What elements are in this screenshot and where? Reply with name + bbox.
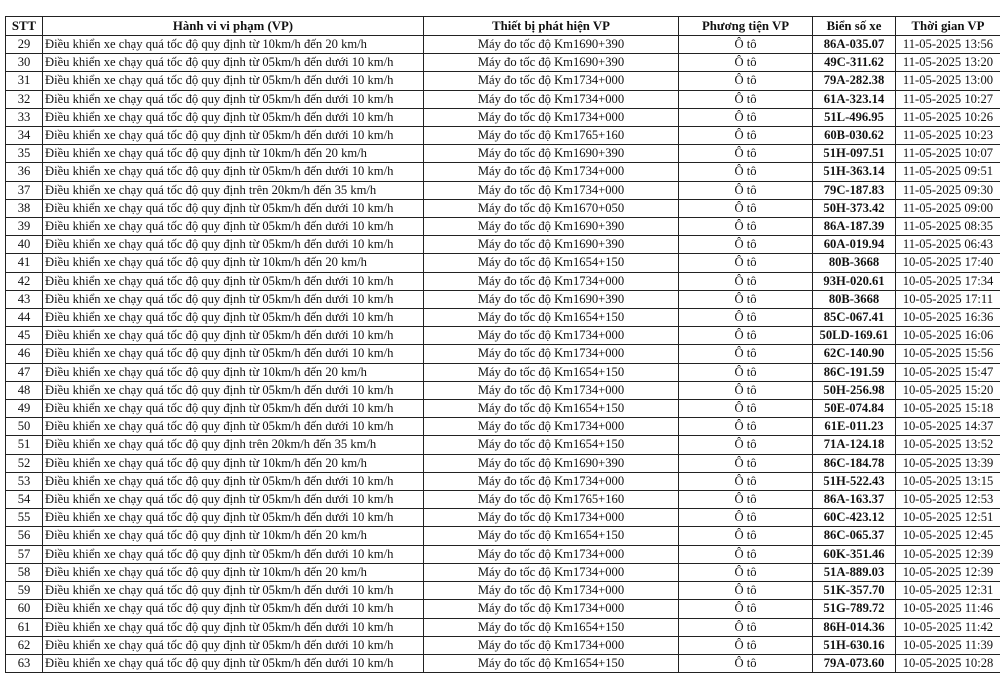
cell-plate: 71A-124.18 — [813, 436, 896, 454]
cell-device: Máy đo tốc độ Km1670+050 — [424, 199, 679, 217]
cell-plate: 85C-067.41 — [813, 309, 896, 327]
cell-device: Máy đo tốc độ Km1734+000 — [424, 472, 679, 490]
cell-plate: 61E-011.23 — [813, 418, 896, 436]
cell-vehicle: Ô tô — [679, 454, 813, 472]
table-row — [6, 436, 1000, 454]
cell-stt: 51 — [6, 436, 43, 454]
cell-time: 10-05-2025 15:56 — [896, 345, 1000, 363]
cell-device: Máy đo tốc độ Km1690+390 — [424, 54, 679, 72]
cell-vehicle: Ô tô — [679, 145, 813, 163]
table-row — [6, 345, 1000, 363]
cell-device: Máy đo tốc độ Km1654+150 — [424, 309, 679, 327]
cell-device: Máy đo tốc độ Km1734+000 — [424, 636, 679, 654]
cell-plate: 93H-020.61 — [813, 272, 896, 290]
cell-device: Máy đo tốc độ Km1690+390 — [424, 218, 679, 236]
cell-stt: 31 — [6, 72, 43, 90]
cell-vehicle: Ô tô — [679, 618, 813, 636]
table-row — [6, 254, 1000, 272]
cell-time: 10-05-2025 15:47 — [896, 363, 1000, 381]
cell-device: Máy đo tốc độ Km1734+000 — [424, 600, 679, 618]
cell-stt: 33 — [6, 108, 43, 126]
cell-device: Máy đo tốc độ Km1765+160 — [424, 127, 679, 145]
cell-stt: 42 — [6, 272, 43, 290]
table-row — [6, 636, 1000, 654]
table-row — [6, 90, 1000, 108]
cell-vehicle: Ô tô — [679, 545, 813, 563]
cell-vehicle: Ô tô — [679, 254, 813, 272]
cell-stt: 35 — [6, 145, 43, 163]
violations-table-container — [5, 16, 1000, 673]
cell-device: Máy đo tốc độ Km1734+000 — [424, 582, 679, 600]
cell-time: 10-05-2025 16:36 — [896, 309, 1000, 327]
cell-stt: 36 — [6, 163, 43, 181]
table-row — [6, 199, 1000, 217]
cell-device: Máy đo tốc độ Km1734+000 — [424, 563, 679, 581]
table-row — [6, 491, 1000, 509]
cell-behavior: Điều khiển xe chạy quá tốc độ quy định từ 05km/h đến dưới 10 km/h — [43, 54, 424, 72]
cell-time: 10-05-2025 15:18 — [896, 400, 1000, 418]
table-row — [6, 454, 1000, 472]
table-row — [6, 400, 1000, 418]
table-row — [6, 145, 1000, 163]
cell-stt: 38 — [6, 199, 43, 217]
cell-plate: 79A-282.38 — [813, 72, 896, 90]
cell-vehicle: Ô tô — [679, 309, 813, 327]
cell-time: 11-05-2025 09:51 — [896, 163, 1000, 181]
table-row — [6, 309, 1000, 327]
cell-device: Máy đo tốc độ Km1734+000 — [424, 545, 679, 563]
cell-plate: 60K-351.46 — [813, 545, 896, 563]
cell-stt: 55 — [6, 509, 43, 527]
cell-device: Máy đo tốc độ Km1654+150 — [424, 527, 679, 545]
cell-vehicle: Ô tô — [679, 127, 813, 145]
cell-time: 11-05-2025 09:30 — [896, 181, 1000, 199]
table-row — [6, 236, 1000, 254]
cell-device: Máy đo tốc độ Km1690+390 — [424, 454, 679, 472]
cell-vehicle: Ô tô — [679, 199, 813, 217]
table-row — [6, 36, 1000, 54]
header-stt: STT — [6, 17, 43, 36]
cell-stt: 29 — [6, 36, 43, 54]
cell-behavior: Điều khiển xe chạy quá tốc độ quy định từ 05km/h đến dưới 10 km/h — [43, 491, 424, 509]
cell-vehicle: Ô tô — [679, 509, 813, 527]
cell-stt: 62 — [6, 636, 43, 654]
cell-device: Máy đo tốc độ Km1734+000 — [424, 509, 679, 527]
cell-time: 11-05-2025 08:35 — [896, 218, 1000, 236]
cell-plate: 51L-496.95 — [813, 108, 896, 126]
cell-stt: 47 — [6, 363, 43, 381]
cell-vehicle: Ô tô — [679, 491, 813, 509]
cell-behavior: Điều khiển xe chạy quá tốc độ quy định từ 10km/h đến 20 km/h — [43, 363, 424, 381]
cell-plate: 86C-184.78 — [813, 454, 896, 472]
table-row — [6, 381, 1000, 399]
violations-table — [5, 16, 1000, 673]
cell-plate: 50E-074.84 — [813, 400, 896, 418]
cell-plate: 79A-073.60 — [813, 654, 896, 672]
table-row — [6, 181, 1000, 199]
cell-time: 11-05-2025 10:27 — [896, 90, 1000, 108]
cell-stt: 39 — [6, 218, 43, 236]
cell-behavior: Điều khiển xe chạy quá tốc độ quy định từ 05km/h đến dưới 10 km/h — [43, 199, 424, 217]
cell-vehicle: Ô tô — [679, 181, 813, 199]
table-row — [6, 654, 1000, 672]
table-row — [6, 527, 1000, 545]
cell-stt: 61 — [6, 618, 43, 636]
cell-vehicle: Ô tô — [679, 54, 813, 72]
cell-time: 10-05-2025 12:39 — [896, 545, 1000, 563]
cell-behavior: Điều khiển xe chạy quá tốc độ quy định từ 05km/h đến dưới 10 km/h — [43, 108, 424, 126]
cell-behavior: Điều khiển xe chạy quá tốc độ quy định từ 05km/h đến dưới 10 km/h — [43, 218, 424, 236]
cell-time: 10-05-2025 11:46 — [896, 600, 1000, 618]
cell-behavior: Điều khiển xe chạy quá tốc độ quy định từ 05km/h đến dưới 10 km/h — [43, 272, 424, 290]
cell-device: Máy đo tốc độ Km1654+150 — [424, 254, 679, 272]
cell-behavior: Điều khiển xe chạy quá tốc độ quy định từ 05km/h đến dưới 10 km/h — [43, 636, 424, 654]
cell-plate: 51H-363.14 — [813, 163, 896, 181]
cell-plate: 51G-789.72 — [813, 600, 896, 618]
cell-behavior: Điều khiển xe chạy quá tốc độ quy định từ 05km/h đến dưới 10 km/h — [43, 418, 424, 436]
cell-behavior: Điều khiển xe chạy quá tốc độ quy định từ 05km/h đến dưới 10 km/h — [43, 472, 424, 490]
cell-behavior: Điều khiển xe chạy quá tốc độ quy định từ 05km/h đến dưới 10 km/h — [43, 600, 424, 618]
cell-device: Máy đo tốc độ Km1690+390 — [424, 36, 679, 54]
cell-vehicle: Ô tô — [679, 563, 813, 581]
cell-vehicle: Ô tô — [679, 327, 813, 345]
cell-stt: 58 — [6, 563, 43, 581]
cell-plate: 60C-423.12 — [813, 509, 896, 527]
cell-time: 10-05-2025 16:06 — [896, 327, 1000, 345]
cell-device: Máy đo tốc độ Km1690+390 — [424, 145, 679, 163]
cell-vehicle: Ô tô — [679, 418, 813, 436]
cell-stt: 63 — [6, 654, 43, 672]
cell-stt: 41 — [6, 254, 43, 272]
table-row — [6, 600, 1000, 618]
header-device: Thiết bị phát hiện VP — [424, 17, 679, 36]
cell-plate: 86C-065.37 — [813, 527, 896, 545]
cell-vehicle: Ô tô — [679, 472, 813, 490]
cell-time: 10-05-2025 13:52 — [896, 436, 1000, 454]
table-row — [6, 272, 1000, 290]
cell-time: 10-05-2025 10:28 — [896, 654, 1000, 672]
cell-behavior: Điều khiển xe chạy quá tốc độ quy định từ 05km/h đến dưới 10 km/h — [43, 345, 424, 363]
cell-time: 10-05-2025 13:15 — [896, 472, 1000, 490]
table-row — [6, 163, 1000, 181]
cell-vehicle: Ô tô — [679, 345, 813, 363]
cell-plate: 62C-140.90 — [813, 345, 896, 363]
cell-behavior: Điều khiển xe chạy quá tốc độ quy định từ 05km/h đến dưới 10 km/h — [43, 90, 424, 108]
cell-stt: 54 — [6, 491, 43, 509]
cell-plate: 79C-187.83 — [813, 181, 896, 199]
cell-behavior: Điều khiển xe chạy quá tốc độ quy định từ 05km/h đến dưới 10 km/h — [43, 618, 424, 636]
cell-plate: 80B-3668 — [813, 290, 896, 308]
cell-vehicle: Ô tô — [679, 163, 813, 181]
cell-stt: 59 — [6, 582, 43, 600]
cell-plate: 61A-323.14 — [813, 90, 896, 108]
cell-behavior: Điều khiển xe chạy quá tốc độ quy định từ 10km/h đến 20 km/h — [43, 563, 424, 581]
cell-stt: 53 — [6, 472, 43, 490]
cell-time: 11-05-2025 10:26 — [896, 108, 1000, 126]
cell-behavior: Điều khiển xe chạy quá tốc độ quy định từ 05km/h đến dưới 10 km/h — [43, 400, 424, 418]
cell-vehicle: Ô tô — [679, 108, 813, 126]
table-row — [6, 327, 1000, 345]
cell-time: 10-05-2025 12:51 — [896, 509, 1000, 527]
cell-device: Máy đo tốc độ Km1654+150 — [424, 436, 679, 454]
cell-plate: 60A-019.94 — [813, 236, 896, 254]
cell-plate: 49C-311.62 — [813, 54, 896, 72]
cell-plate: 50LD-169.61 — [813, 327, 896, 345]
cell-time: 10-05-2025 12:39 — [896, 563, 1000, 581]
table-row — [6, 363, 1000, 381]
table-row — [6, 618, 1000, 636]
cell-device: Máy đo tốc độ Km1734+000 — [424, 181, 679, 199]
cell-behavior: Điều khiển xe chạy quá tốc độ quy định từ 05km/h đến dưới 10 km/h — [43, 309, 424, 327]
cell-stt: 45 — [6, 327, 43, 345]
cell-vehicle: Ô tô — [679, 400, 813, 418]
table-row — [6, 509, 1000, 527]
cell-plate: 50H-373.42 — [813, 199, 896, 217]
cell-stt: 37 — [6, 181, 43, 199]
cell-device: Máy đo tốc độ Km1734+000 — [424, 108, 679, 126]
cell-behavior: Điều khiển xe chạy quá tốc độ quy định từ 10km/h đến 20 km/h — [43, 145, 424, 163]
cell-stt: 34 — [6, 127, 43, 145]
cell-behavior: Điều khiển xe chạy quá tốc độ quy định từ 05km/h đến dưới 10 km/h — [43, 290, 424, 308]
cell-behavior: Điều khiển xe chạy quá tốc độ quy định từ 05km/h đến dưới 10 km/h — [43, 654, 424, 672]
cell-device: Máy đo tốc độ Km1734+000 — [424, 345, 679, 363]
cell-device: Máy đo tốc độ Km1734+000 — [424, 90, 679, 108]
cell-behavior: Điều khiển xe chạy quá tốc độ quy định từ 05km/h đến dưới 10 km/h — [43, 381, 424, 399]
cell-device: Máy đo tốc độ Km1734+000 — [424, 327, 679, 345]
cell-behavior: Điều khiển xe chạy quá tốc độ quy định trên 20km/h đến 35 km/h — [43, 436, 424, 454]
cell-behavior: Điều khiển xe chạy quá tốc độ quy định từ 05km/h đến dưới 10 km/h — [43, 236, 424, 254]
cell-time: 11-05-2025 13:56 — [896, 36, 1000, 54]
cell-vehicle: Ô tô — [679, 90, 813, 108]
cell-behavior: Điều khiển xe chạy quá tốc độ quy định trên 20km/h đến 35 km/h — [43, 181, 424, 199]
cell-stt: 57 — [6, 545, 43, 563]
cell-behavior: Điều khiển xe chạy quá tốc độ quy định từ 10km/h đến 20 km/h — [43, 254, 424, 272]
table-row — [6, 582, 1000, 600]
cell-plate: 86C-191.59 — [813, 363, 896, 381]
cell-time: 10-05-2025 13:39 — [896, 454, 1000, 472]
cell-behavior: Điều khiển xe chạy quá tốc độ quy định từ 10km/h đến 20 km/h — [43, 527, 424, 545]
cell-vehicle: Ô tô — [679, 527, 813, 545]
cell-vehicle: Ô tô — [679, 218, 813, 236]
cell-vehicle: Ô tô — [679, 636, 813, 654]
cell-device: Máy đo tốc độ Km1734+000 — [424, 381, 679, 399]
cell-device: Máy đo tốc độ Km1690+390 — [424, 236, 679, 254]
cell-stt: 56 — [6, 527, 43, 545]
cell-time: 11-05-2025 06:43 — [896, 236, 1000, 254]
cell-stt: 48 — [6, 381, 43, 399]
cell-time: 10-05-2025 17:11 — [896, 290, 1000, 308]
cell-vehicle: Ô tô — [679, 272, 813, 290]
cell-time: 10-05-2025 12:45 — [896, 527, 1000, 545]
table-row — [6, 563, 1000, 581]
cell-plate: 50H-256.98 — [813, 381, 896, 399]
cell-time: 11-05-2025 13:20 — [896, 54, 1000, 72]
cell-stt: 43 — [6, 290, 43, 308]
cell-device: Máy đo tốc độ Km1765+160 — [424, 491, 679, 509]
cell-stt: 32 — [6, 90, 43, 108]
cell-time: 11-05-2025 09:00 — [896, 199, 1000, 217]
header-behavior: Hành vi vi phạm (VP) — [43, 17, 424, 36]
cell-plate: 80B-3668 — [813, 254, 896, 272]
table-header-row — [6, 17, 1000, 36]
cell-vehicle: Ô tô — [679, 363, 813, 381]
cell-device: Máy đo tốc độ Km1654+150 — [424, 363, 679, 381]
cell-stt: 49 — [6, 400, 43, 418]
table-row — [6, 127, 1000, 145]
table-body — [6, 36, 1000, 673]
table-row — [6, 418, 1000, 436]
cell-behavior: Điều khiển xe chạy quá tốc độ quy định từ 05km/h đến dưới 10 km/h — [43, 72, 424, 90]
cell-time: 10-05-2025 11:39 — [896, 636, 1000, 654]
cell-plate: 86A-035.07 — [813, 36, 896, 54]
cell-stt: 52 — [6, 454, 43, 472]
cell-plate: 51K-357.70 — [813, 582, 896, 600]
cell-stt: 50 — [6, 418, 43, 436]
cell-stt: 30 — [6, 54, 43, 72]
cell-behavior: Điều khiển xe chạy quá tốc độ quy định từ 05km/h đến dưới 10 km/h — [43, 545, 424, 563]
table-row — [6, 472, 1000, 490]
cell-time: 10-05-2025 11:42 — [896, 618, 1000, 636]
cell-plate: 60B-030.62 — [813, 127, 896, 145]
cell-device: Máy đo tốc độ Km1654+150 — [424, 400, 679, 418]
cell-vehicle: Ô tô — [679, 654, 813, 672]
cell-device: Máy đo tốc độ Km1690+390 — [424, 290, 679, 308]
cell-plate: 86A-163.37 — [813, 491, 896, 509]
cell-device: Máy đo tốc độ Km1734+000 — [424, 272, 679, 290]
cell-stt: 44 — [6, 309, 43, 327]
cell-vehicle: Ô tô — [679, 381, 813, 399]
cell-plate: 51H-630.16 — [813, 636, 896, 654]
cell-stt: 60 — [6, 600, 43, 618]
table-row — [6, 54, 1000, 72]
cell-vehicle: Ô tô — [679, 36, 813, 54]
cell-vehicle: Ô tô — [679, 582, 813, 600]
table-row — [6, 218, 1000, 236]
header-plate: Biển số xe — [813, 17, 896, 36]
cell-time: 10-05-2025 17:34 — [896, 272, 1000, 290]
cell-device: Máy đo tốc độ Km1654+150 — [424, 654, 679, 672]
cell-time: 10-05-2025 15:20 — [896, 381, 1000, 399]
cell-plate: 86A-187.39 — [813, 218, 896, 236]
cell-behavior: Điều khiển xe chạy quá tốc độ quy định từ 05km/h đến dưới 10 km/h — [43, 163, 424, 181]
cell-device: Máy đo tốc độ Km1654+150 — [424, 618, 679, 636]
cell-vehicle: Ô tô — [679, 290, 813, 308]
cell-behavior: Điều khiển xe chạy quá tốc độ quy định từ 05km/h đến dưới 10 km/h — [43, 582, 424, 600]
cell-plate: 51A-889.03 — [813, 563, 896, 581]
cell-time: 10-05-2025 12:31 — [896, 582, 1000, 600]
cell-time: 11-05-2025 13:00 — [896, 72, 1000, 90]
cell-vehicle: Ô tô — [679, 72, 813, 90]
table-row — [6, 545, 1000, 563]
cell-behavior: Điều khiển xe chạy quá tốc độ quy định từ 05km/h đến dưới 10 km/h — [43, 127, 424, 145]
cell-behavior: Điều khiển xe chạy quá tốc độ quy định từ 10km/h đến 20 km/h — [43, 36, 424, 54]
cell-plate: 51H-522.43 — [813, 472, 896, 490]
table-row — [6, 72, 1000, 90]
cell-vehicle: Ô tô — [679, 436, 813, 454]
cell-plate: 86H-014.36 — [813, 618, 896, 636]
cell-device: Máy đo tốc độ Km1734+000 — [424, 163, 679, 181]
cell-behavior: Điều khiển xe chạy quá tốc độ quy định từ 05km/h đến dưới 10 km/h — [43, 327, 424, 345]
table-row — [6, 108, 1000, 126]
header-time: Thời gian VP — [896, 17, 1000, 36]
cell-vehicle: Ô tô — [679, 236, 813, 254]
table-row — [6, 290, 1000, 308]
cell-device: Máy đo tốc độ Km1734+000 — [424, 418, 679, 436]
cell-time: 10-05-2025 14:37 — [896, 418, 1000, 436]
cell-stt: 46 — [6, 345, 43, 363]
cell-time: 11-05-2025 10:07 — [896, 145, 1000, 163]
cell-time: 10-05-2025 12:53 — [896, 491, 1000, 509]
cell-time: 10-05-2025 17:40 — [896, 254, 1000, 272]
cell-vehicle: Ô tô — [679, 600, 813, 618]
header-vehicle: Phương tiện VP — [679, 17, 813, 36]
cell-stt: 40 — [6, 236, 43, 254]
cell-device: Máy đo tốc độ Km1734+000 — [424, 72, 679, 90]
cell-plate: 51H-097.51 — [813, 145, 896, 163]
cell-time: 11-05-2025 10:23 — [896, 127, 1000, 145]
cell-behavior: Điều khiển xe chạy quá tốc độ quy định từ 05km/h đến dưới 10 km/h — [43, 509, 424, 527]
cell-behavior: Điều khiển xe chạy quá tốc độ quy định từ 10km/h đến 20 km/h — [43, 454, 424, 472]
